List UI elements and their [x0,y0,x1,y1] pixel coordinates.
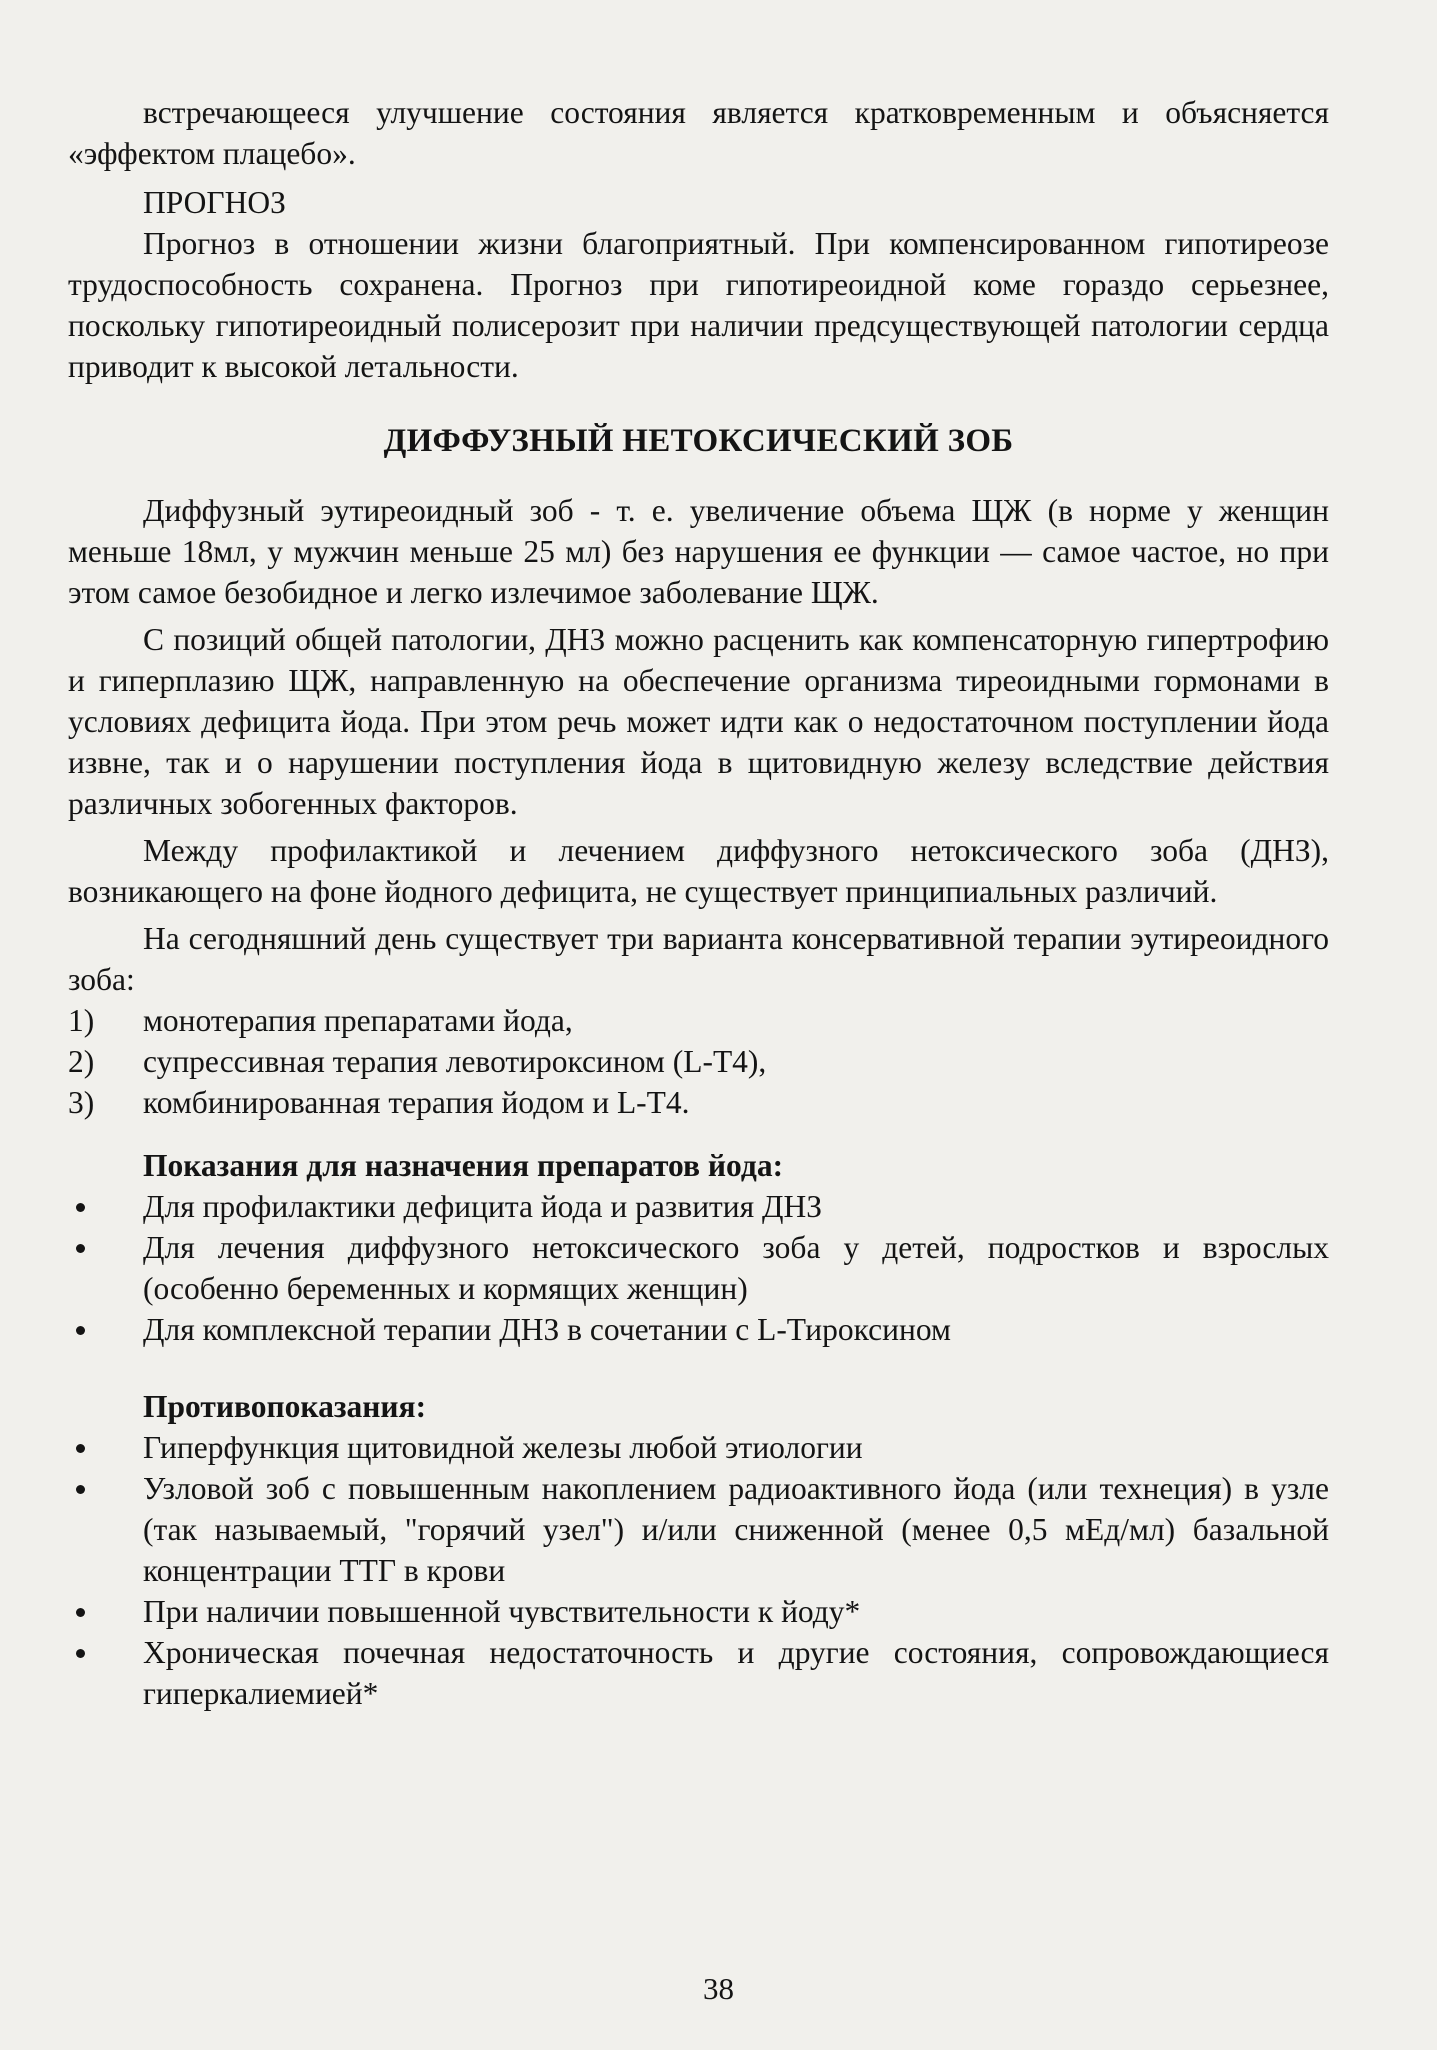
list-item-text: Для комплексной терапии ДНЗ в сочетании с L-Тироксином [143,1312,951,1347]
list-item-text: При наличии повышенной чувствительности к йоду* [143,1594,861,1629]
bullet-icon [76,1326,85,1335]
intro-paragraph: встречающееся улучшение состояния является кратковременным и объясняется «эффектом плацебо». [68,95,1329,171]
bullet-icon [76,1649,85,1658]
bullet-icon [76,1203,85,1212]
list-item-text: супрессивная терапия левотироксином (L-T4), [143,1044,767,1079]
page-number: 38 [703,1971,734,2006]
body-paragraph: Между профилактикой и лечением диффузного нетоксического зоба (ДНЗ), возникающего на фоне йодного дефицита, не существует принципиальных различий. [68,833,1329,909]
list-item-text: Узловой зоб с повышенным накоплением радиоактивного йода (или технеция) в узле (так называемый, "горячий узел") и/или сниженной (менее 0,5 мЕд/мл) базальной концентрации ТТГ в крови [143,1471,1329,1588]
body-paragraph: С позиций общей патологии, ДНЗ можно расценить как компенсаторную гипертрофию и гиперплазию ЩЖ, направленную на обеспечение организма тиреоидными гормонами в условиях дефицита йода. При этом речь может идти как о недостаточном поступлении йода извне, так и о нарушении поступления йода в щитовидную железу вследствие действия различных зобогенных факторов. [68,622,1329,821]
list-number: 1) [68,1003,95,1038]
indications-heading: Показания для назначения препаратов йода: [143,1148,784,1183]
list-item-text: Гиперфункция щитовидной железы любой этиологии [143,1430,863,1465]
list-item [68,1591,1329,1632]
list-item [68,1082,1329,1123]
list-item-text: Для лечения диффузного нетоксического зоба у детей, подростков и взрослых (особенно беременных и кормящих женщин) [143,1230,1329,1306]
bullet-icon [76,1444,85,1453]
bullet-icon [76,1485,85,1494]
list-item [68,1427,1329,1468]
list-item-text: монотерапия препаратами йода, [143,1003,573,1038]
indications-list [68,1186,1329,1350]
therapy-options-list [68,1000,1329,1123]
list-item [68,1309,1329,1350]
list-item [68,1468,1329,1591]
prognosis-heading: ПРОГНОЗ [143,185,286,220]
contraindications-list [68,1427,1329,1714]
list-number: 3) [68,1085,95,1120]
list-item [68,1041,1329,1082]
prognosis-paragraph: Прогноз в отношении жизни благоприятный. При компенсированном гипотиреозе трудоспособность сохранена. Прогноз при гипотиреоидной коме гораздо серьезнее, поскольку гипотиреоидный полисерозит при наличии предсуществующей патологии сердца приводит к высокой летальности. [68,226,1329,384]
list-item [68,1632,1329,1714]
list-item [68,1000,1329,1041]
bullet-icon [76,1244,85,1253]
body-paragraph: На сегодняшний день существует три варианта консервативной терапии эутиреоидного зоба: [68,921,1329,997]
list-item [68,1186,1329,1227]
bullet-icon [76,1608,85,1617]
list-item-text: Хроническая почечная недостаточность и другие состояния, сопровождающиеся гиперкалиемией* [143,1635,1329,1711]
list-number: 2) [68,1044,95,1079]
section-title: ДИФФУЗНЫЙ НЕТОКСИЧЕСКИЙ ЗОБ [383,423,1014,459]
contraindications-heading: Противопоказания: [143,1389,427,1424]
body-paragraph: Диффузный эутиреоидный зоб - т. е. увеличение объема ЩЖ (в норме у женщин меньше 18мл, у мужчин меньше 25 мл) без нарушения ее функции — самое частое, но при этом самое безобидное и легко излечимое заболевание ЩЖ. [68,493,1329,610]
list-item-text: комбинированная терапия йодом и L-T4. [143,1085,690,1120]
list-item [68,1227,1329,1309]
list-item-text: Для профилактики дефицита йода и развития ДНЗ [143,1189,823,1224]
